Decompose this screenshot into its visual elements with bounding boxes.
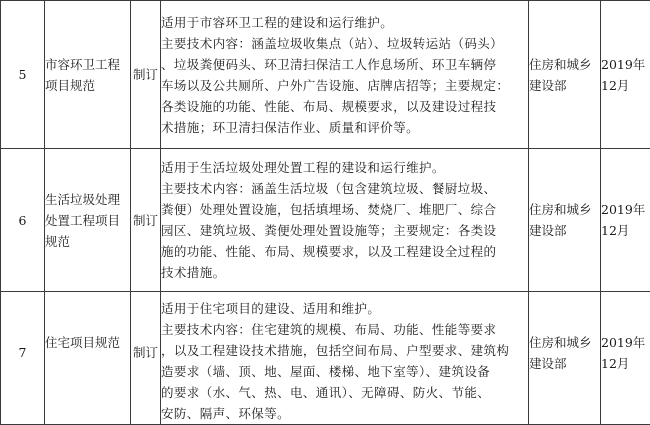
row-number: 7 xyxy=(1,292,45,425)
completion-date: 2019年 12月 xyxy=(601,292,650,425)
completion-date: 2019年 12月 xyxy=(601,149,650,292)
standard-content: 适用于住宅项目的建设、适用和维护。 主要技术内容：住宅建筑的规模、布局、功能、性能等要求 ，以及工程建设技术措施，包括空间布局、户型要求、建筑构 造要求（墙、顶、地、屋面、楼梯、地下室等）、建筑设备 的要求（水、气、热、电、通讯）、无障碍、防火、节能、 安防、隔声、环保等。 xyxy=(161,292,529,425)
work-type: 制订 xyxy=(131,1,161,149)
lead-department: 住房和城乡 建设部 xyxy=(529,149,601,292)
lead-department: 住房和城乡 建设部 xyxy=(529,292,601,425)
row-number: 5 xyxy=(1,1,45,149)
work-type: 制订 xyxy=(131,149,161,292)
standard-name: 住宅项目规范 xyxy=(45,292,131,425)
standard-name: 生活垃圾处理 处置工程项目 规范 xyxy=(45,149,131,292)
standard-content: 适用于市容环卫工程的建设和运行维护。 主要技术内容：涵盖垃圾收集点（站）、垃圾转运站（码头） 、垃圾粪便码头、环卫清扫保洁工人作息场所、环卫车辆停 车场以及公共厕所、户外广告设施、店牌店招等；主要规定： 各类设施的功能、性能、布局、规模要求，以及建设过程技 术措施；环卫清扫保洁作业、质量和评价等。 xyxy=(161,1,529,149)
row-number: 6 xyxy=(1,149,45,292)
work-type: 制订 xyxy=(131,292,161,425)
standard-name: 市容环卫工程 项目规范 xyxy=(45,1,131,149)
table-row xyxy=(1,1,650,149)
table-row xyxy=(1,149,650,292)
standard-content: 适用于生活垃圾处理处置工程的建设和运行维护。 主要技术内容：涵盖生活垃圾（包含建筑垃圾、餐厨垃圾、 粪便）处理处置设施，包括填埋场、焚烧厂、堆肥厂、综合 园区、建筑垃圾、粪便处理处置设施等；主要规定：各类设 施的功能、性能、布局、规模要求，以及工程建设全过程的 技术措施。 xyxy=(161,149,529,292)
table-row xyxy=(1,292,650,425)
lead-department: 住房和城乡 建设部 xyxy=(529,1,601,149)
completion-date: 2019年 12月 xyxy=(601,1,650,149)
